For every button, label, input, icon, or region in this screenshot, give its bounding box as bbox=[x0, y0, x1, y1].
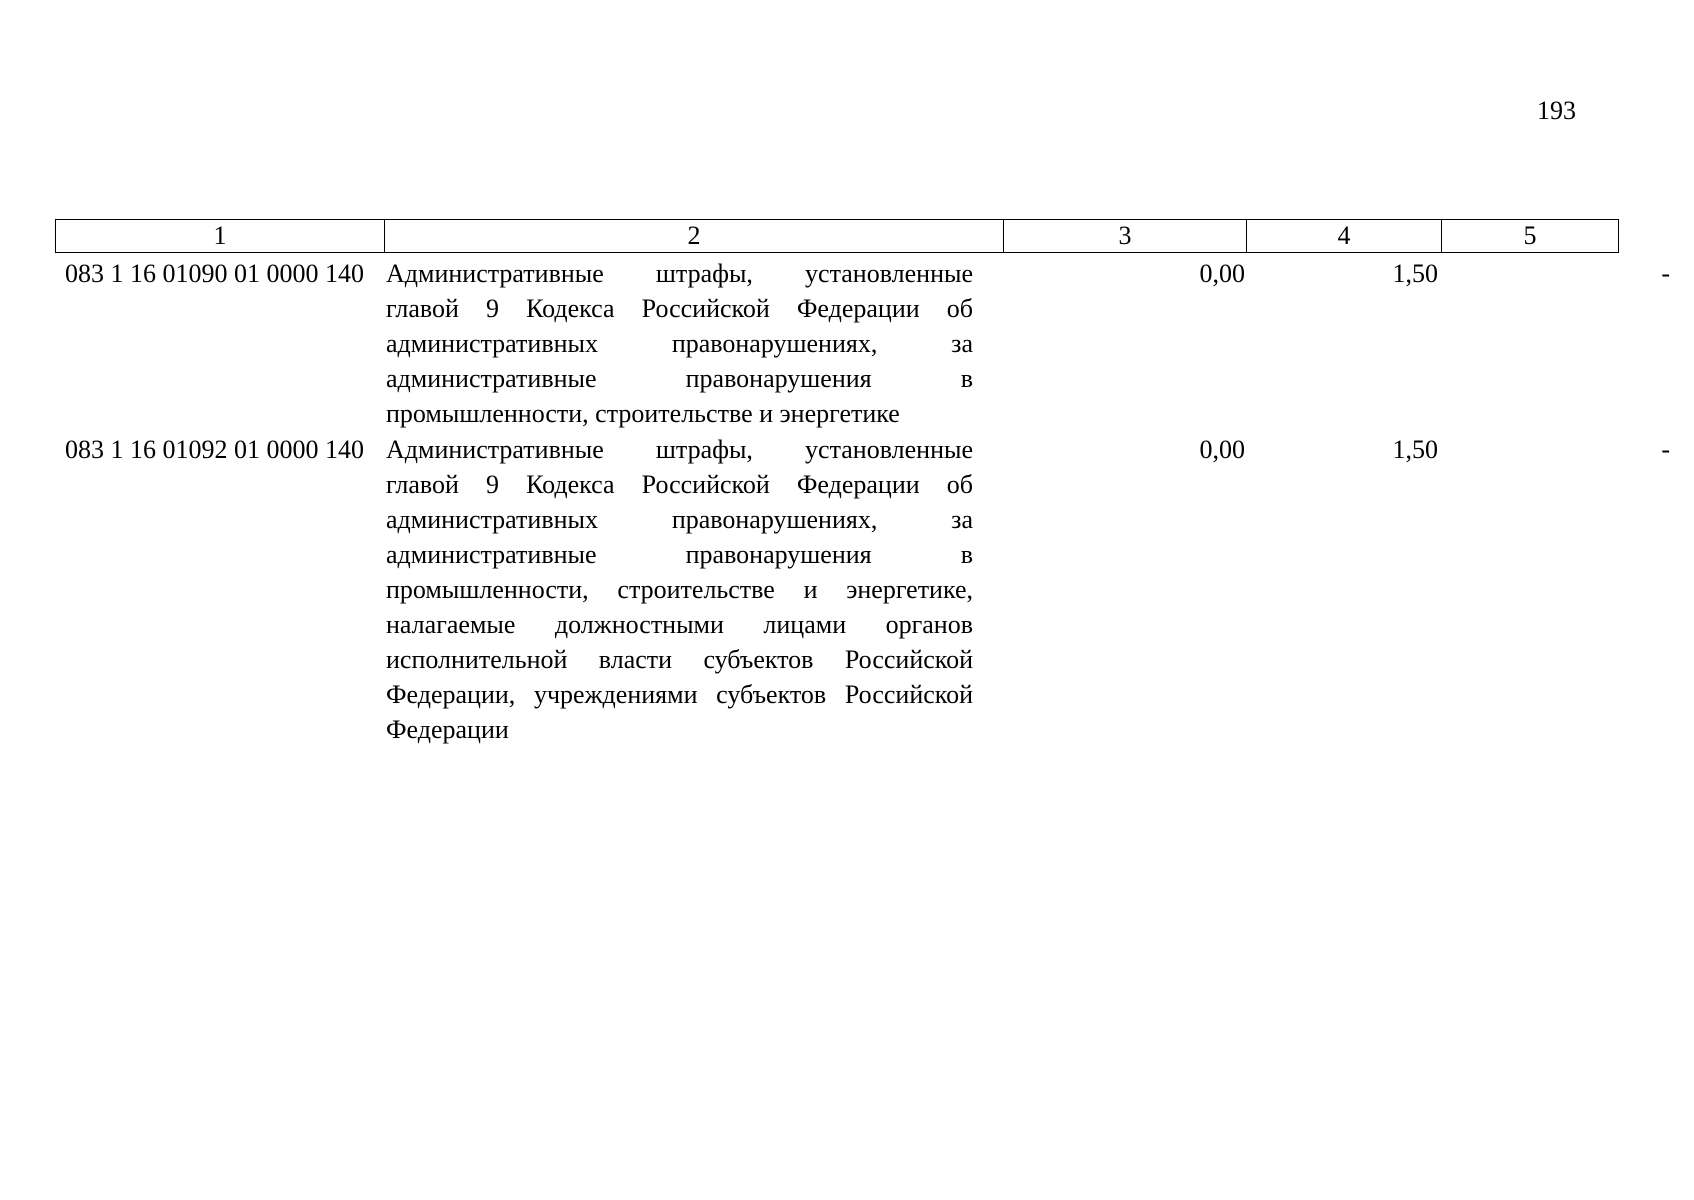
row-description bbox=[386, 432, 973, 747]
header-col-2: 2 bbox=[385, 220, 1004, 253]
value-col-3: 0,00 bbox=[1199, 259, 1245, 288]
value-col-5: - bbox=[1661, 435, 1670, 464]
description-line: Федерации bbox=[386, 715, 509, 744]
header-col-5: 5 bbox=[1442, 220, 1619, 253]
description-line: административные правонарушения в bbox=[386, 540, 973, 569]
page-number: 193 bbox=[1537, 96, 1576, 125]
header-col-4: 4 bbox=[1247, 220, 1442, 253]
description-line: административных правонарушениях, за bbox=[386, 329, 973, 358]
description-line: исполнительной власти субъектов Российской bbox=[386, 645, 973, 674]
description-line: главой 9 Кодекса Российской Федерации об bbox=[386, 294, 973, 323]
budget-code: 083 1 16 01092 01 0000 140 bbox=[65, 435, 364, 464]
value-col-4: 1,50 bbox=[1392, 435, 1438, 464]
budget-code: 083 1 16 01090 01 0000 140 bbox=[65, 259, 364, 288]
value-col-3: 0,00 bbox=[1199, 435, 1245, 464]
value-col-5: - bbox=[1661, 259, 1670, 288]
header-col-3: 3 bbox=[1004, 220, 1247, 253]
description-line: Федерации, учреждениями субъектов Российской bbox=[386, 680, 973, 709]
row-description bbox=[386, 256, 973, 431]
description-line: Административные штрафы, установленные bbox=[386, 259, 973, 288]
description-line: Административные штрафы, установленные bbox=[386, 435, 973, 464]
description-line: главой 9 Кодекса Российской Федерации об bbox=[386, 470, 973, 499]
value-col-4: 1,50 bbox=[1392, 259, 1438, 288]
description-line: административных правонарушениях, за bbox=[386, 505, 973, 534]
description-line: налагаемые должностными лицами органов bbox=[386, 610, 973, 639]
description-line: промышленности, строительстве и энергетике, bbox=[386, 575, 973, 604]
table-header bbox=[55, 219, 1619, 253]
header-col-1: 1 bbox=[56, 220, 385, 253]
description-line: административные правонарушения в bbox=[386, 364, 973, 393]
description-line: промышленности, строительстве и энергетике bbox=[386, 399, 900, 428]
